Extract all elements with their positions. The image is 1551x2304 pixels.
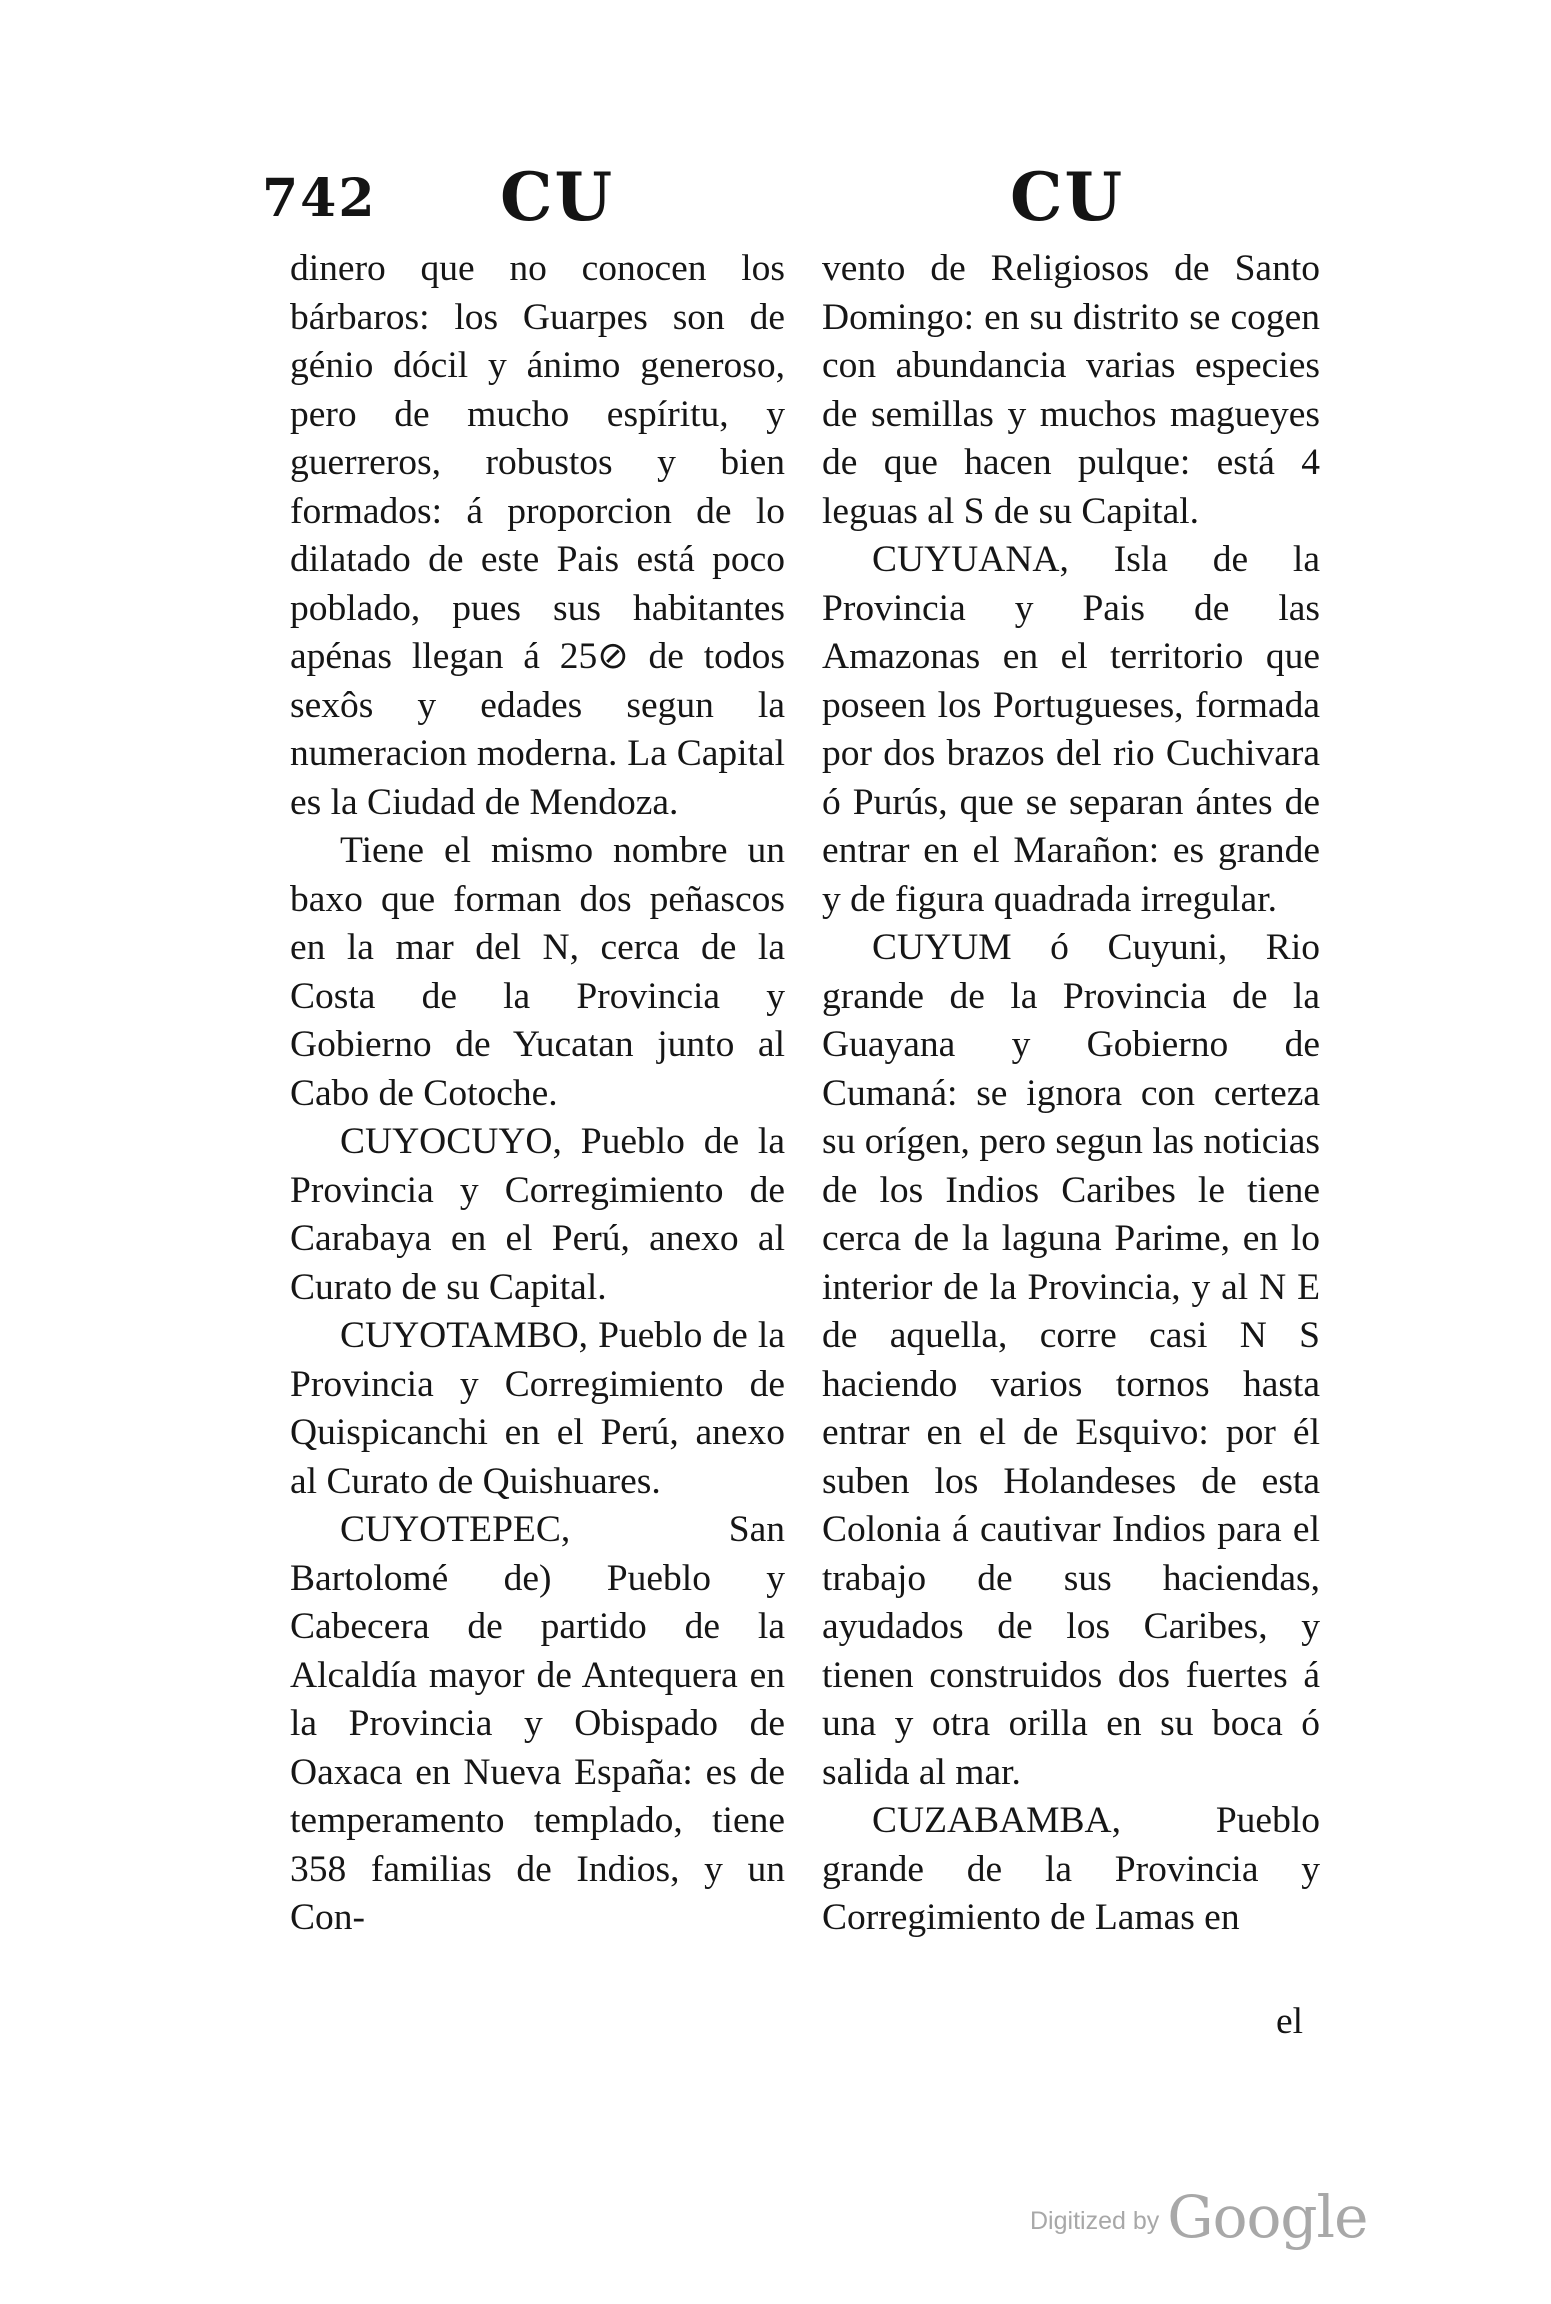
catchword: el (1276, 2001, 1304, 2042)
page-header (0, 158, 1551, 238)
running-head-right: CU (1010, 158, 1125, 236)
page-number: 742 (262, 168, 377, 229)
paragraph: vento de Religiosos de Santo Domingo: en su distrito se cogen con abundancia varias especies de semillas y muchos magueyes de que hacen pulque: está 4 leguas al S de su Capital. (822, 248, 1320, 532)
watermark-prefix: Digitized by (1030, 2207, 1160, 2235)
right-text-column (822, 245, 1320, 1943)
dictionary-entry: CUYUM ó Cuyuni, Rio grande de la Provincia de la Guayana y Gobierno de Cumaná: se ignora con certeza su orígen, pero segun las noticias de los Indios Caribes le tiene cerca de la laguna Parime, en lo interior de la Provincia, y al N E de aquella, corre casi N S haciendo varios tornos hasta entrar en el de Esquivo: por él suben los Holandeses de esta Colonia á cautivar Indios para el trabajo de sus haciendas, ayudados de los Caribes, y tienen construidos dos fuertes á una y otra orilla en su boca ó salida al mar. (822, 927, 1320, 1793)
running-head-left: CU (500, 158, 615, 236)
digitization-watermark (1030, 2183, 1367, 2251)
paragraph: dinero que no conocen los bárbaros: los Guarpes son de génio dócil y ánimo generoso, pero de mucho espíritu, y guerreros, robustos y bien formados: á proporcion de lo dilatado de este Pais está poco poblado, pues sus habitantes apénas llegan á 25⊘ de todos sexôs y edades segun la numeracion moderna. La Capital es la Ciudad de Mendoza. (290, 248, 785, 823)
dictionary-entry: CUYUANA, Isla de la Provincia y Pais de las Amazonas en el territorio que poseen los Portugueses, formada por dos brazos del rio Cuchivara ó Purús, que se separan ántes de entrar en el Marañon: es grande y de figura quadrada irregular. (822, 539, 1320, 920)
dictionary-entry: CUYOCUYO, Pueblo de la Provincia y Corregimiento de Carabaya en el Perú, anexo al Curato de su Capital. (290, 1121, 785, 1308)
dictionary-entry: CUZABAMBA, Pueblo grande de la Provincia y Corregimiento de Lamas en (822, 1800, 1320, 1938)
paragraph: Tiene el mismo nombre un baxo que forman dos peñascos en la mar del N, cerca de la Costa de la Provincia y Gobierno de Yucatan junto al Cabo de Cotoche. (290, 830, 785, 1114)
google-logo: Google (1167, 2183, 1368, 2251)
left-text-column (290, 245, 785, 1943)
dictionary-entry: CUYOTAMBO, Pueblo de la Provincia y Corregimiento de Quispicanchi en el Perú, anexo al Curato de Quishuares. (290, 1315, 785, 1502)
dictionary-entry: CUYOTEPEC, San Bartolomé de) Pueblo y Cabecera de partido de la Alcaldía mayor de Antequera en la Provincia y Obispado de Oaxaca en Nueva España: es de temperamento templado, tiene 358 familias de Indios, y un Con- (290, 1509, 785, 1938)
